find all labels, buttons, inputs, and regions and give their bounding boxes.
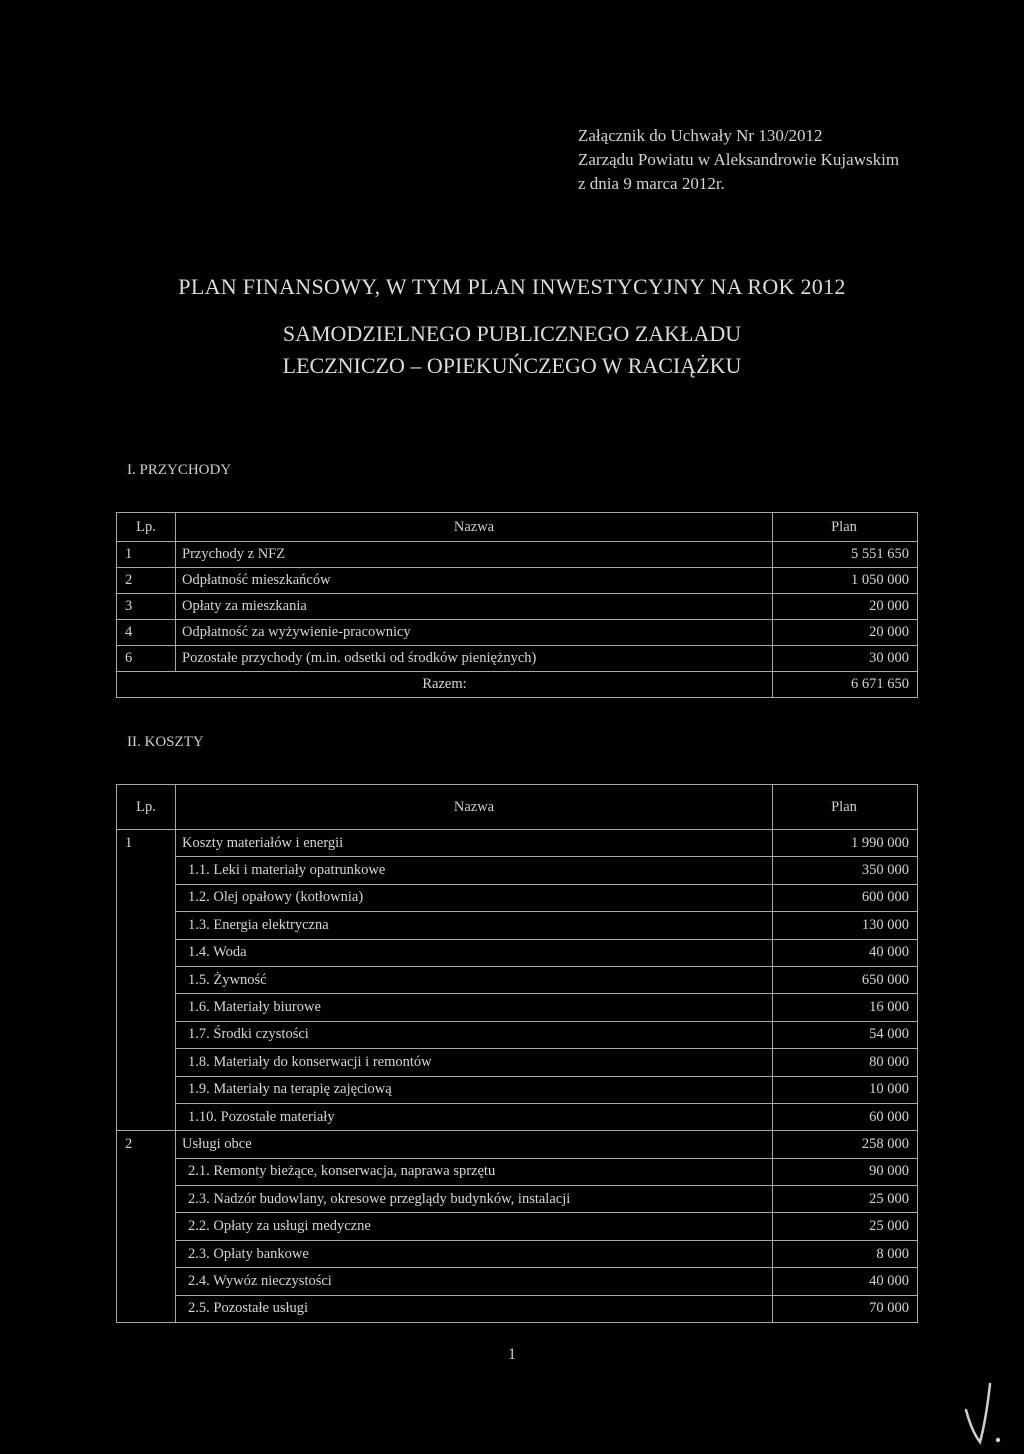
costs-row-lp — [117, 1049, 176, 1076]
signature-mark — [960, 1376, 1006, 1446]
costs-row — [117, 1240, 918, 1267]
revenues-section-title: I. PRZYCHODY — [127, 462, 232, 478]
revenues-body — [117, 542, 918, 672]
costs-row-plan: 40 000 — [773, 1268, 918, 1295]
subtitle-line2: LECZNICZO – OPIEKUŃCZEGO W RACIĄŻKU — [282, 353, 742, 378]
costs-row-name: 1.1. Leki i materiały opatrunkowe — [176, 857, 773, 884]
costs-row-lp — [117, 912, 176, 939]
revenues-header-plan: Plan — [773, 513, 918, 542]
costs-row-lp — [117, 857, 176, 884]
costs-row-name: 1.9. Materiały na terapię zajęciową — [176, 1076, 773, 1103]
costs-row — [117, 939, 918, 966]
costs-row — [117, 1131, 918, 1158]
costs-row — [117, 1268, 918, 1295]
document-title: PLAN FINANSOWY, W TYM PLAN INWESTYCYJNY NA ROK 2012 — [178, 274, 846, 299]
revenues-total-value: 6 671 650 — [773, 672, 918, 698]
costs-row-name: 1.3. Energia elektryczna — [176, 912, 773, 939]
costs-row-plan: 350 000 — [773, 857, 918, 884]
revenues-row-lp: 2 — [117, 568, 176, 594]
costs-row-name: 1.5. Żywność — [176, 966, 773, 993]
costs-row — [117, 966, 918, 993]
costs-row — [117, 1295, 918, 1322]
costs-row — [117, 1158, 918, 1185]
costs-row-name: 2.1. Remonty bieżące, konserwacja, naprawa sprzętu — [176, 1158, 773, 1185]
page-number: 1 — [508, 1346, 516, 1363]
costs-header-plan: Plan — [773, 785, 918, 830]
revenues-row-lp: 1 — [117, 542, 176, 568]
revenues-header-row — [117, 513, 918, 542]
revenues-row-name: Opłaty za mieszkania — [176, 594, 773, 620]
costs-row-name: 1.6. Materiały biurowe — [176, 994, 773, 1021]
costs-row-name: Koszty materiałów i energii — [176, 830, 773, 857]
revenues-row-name: Przychody z NFZ — [176, 542, 773, 568]
costs-row-plan: 130 000 — [773, 912, 918, 939]
costs-row-lp — [117, 1158, 176, 1185]
costs-row-plan: 650 000 — [773, 966, 918, 993]
revenues-row-plan: 20 000 — [773, 620, 918, 646]
costs-row-lp — [117, 1103, 176, 1130]
costs-row — [117, 994, 918, 1021]
costs-row-name: 1.2. Olej opałowy (kotłownia) — [176, 884, 773, 911]
costs-row-name: 2.2. Opłaty za usługi medyczne — [176, 1213, 773, 1240]
document-subtitle — [0, 318, 1024, 382]
costs-row-plan: 80 000 — [773, 1049, 918, 1076]
costs-row-lp — [117, 1213, 176, 1240]
costs-row-name: 2.3. Nadzór budowlany, okresowe przeglądy budynków, instalacji — [176, 1186, 773, 1213]
attachment-note-line1: Załącznik do Uchwały Nr 130/2012 — [578, 126, 823, 145]
revenues-row-name: Odpłatność za wyżywienie-pracownicy — [176, 620, 773, 646]
revenues-row-plan: 20 000 — [773, 594, 918, 620]
revenues-row-lp: 3 — [117, 594, 176, 620]
attachment-note-line2: Zarządu Powiatu w Aleksandrowie Kujawskim — [578, 150, 900, 169]
costs-row — [117, 830, 918, 857]
costs-row-name: 1.7. Środki czystości — [176, 1021, 773, 1048]
costs-row-lp — [117, 1186, 176, 1213]
revenues-header-lp: Lp. — [117, 513, 176, 542]
costs-row-name: Usługi obce — [176, 1131, 773, 1158]
costs-row-lp — [117, 884, 176, 911]
costs-row-lp — [117, 1021, 176, 1048]
revenues-total-label: Razem: — [117, 672, 773, 698]
costs-row — [117, 912, 918, 939]
revenues-row-plan: 5 551 650 — [773, 542, 918, 568]
costs-row — [117, 1103, 918, 1130]
costs-row-lp — [117, 1295, 176, 1322]
costs-row-plan: 40 000 — [773, 939, 918, 966]
costs-row — [117, 1186, 918, 1213]
costs-header-row — [117, 785, 918, 830]
costs-header-name: Nazwa — [176, 785, 773, 830]
costs-row-name: 1.10. Pozostałe materiały — [176, 1103, 773, 1130]
attachment-note — [578, 124, 899, 196]
costs-row-plan: 54 000 — [773, 1021, 918, 1048]
revenues-row — [117, 620, 918, 646]
costs-row-lp — [117, 966, 176, 993]
costs-row — [117, 1076, 918, 1103]
costs-row-plan: 8 000 — [773, 1240, 918, 1267]
costs-row — [117, 857, 918, 884]
revenues-row — [117, 568, 918, 594]
costs-row-lp — [117, 939, 176, 966]
revenues-total-row — [117, 672, 918, 698]
costs-row-lp — [117, 1268, 176, 1295]
revenues-row — [117, 646, 918, 672]
costs-row — [117, 1021, 918, 1048]
costs-row-plan: 90 000 — [773, 1158, 918, 1185]
costs-row-name: 2.5. Pozostałe usługi — [176, 1295, 773, 1322]
revenues-row — [117, 594, 918, 620]
costs-row-plan: 258 000 — [773, 1131, 918, 1158]
costs-section-title: II. KOSZTY — [127, 734, 204, 750]
costs-row-plan: 70 000 — [773, 1295, 918, 1322]
costs-row-name: 1.4. Woda — [176, 939, 773, 966]
costs-row-lp — [117, 994, 176, 1021]
revenues-row-lp: 4 — [117, 620, 176, 646]
costs-table — [116, 784, 918, 1323]
costs-row-name: 2.4. Wywóz nieczystości — [176, 1268, 773, 1295]
revenues-row — [117, 542, 918, 568]
costs-row-name: 2.3. Opłaty bankowe — [176, 1240, 773, 1267]
costs-row-lp — [117, 1076, 176, 1103]
costs-row — [117, 884, 918, 911]
costs-row-plan: 25 000 — [773, 1186, 918, 1213]
costs-header-lp: Lp. — [117, 785, 176, 830]
costs-row — [117, 1213, 918, 1240]
costs-row-plan: 25 000 — [773, 1213, 918, 1240]
costs-row-plan: 60 000 — [773, 1103, 918, 1130]
revenues-row-plan: 1 050 000 — [773, 568, 918, 594]
revenues-row-plan: 30 000 — [773, 646, 918, 672]
costs-row-name: 1.8. Materiały do konserwacji i remontów — [176, 1049, 773, 1076]
revenues-row-lp: 6 — [117, 646, 176, 672]
revenues-row-name: Pozostałe przychody (m.in. odsetki od środków pieniężnych) — [176, 646, 773, 672]
revenues-row-name: Odpłatność mieszkańców — [176, 568, 773, 594]
revenues-table — [116, 512, 918, 698]
revenues-header-name: Nazwa — [176, 513, 773, 542]
costs-row-lp: 2 — [117, 1131, 176, 1158]
costs-row — [117, 1049, 918, 1076]
costs-row-plan: 1 990 000 — [773, 830, 918, 857]
costs-row-plan: 600 000 — [773, 884, 918, 911]
costs-body — [117, 830, 918, 1323]
costs-row-plan: 10 000 — [773, 1076, 918, 1103]
subtitle-line1: SAMODZIELNEGO PUBLICZNEGO ZAKŁADU — [282, 321, 742, 346]
costs-row-plan: 16 000 — [773, 994, 918, 1021]
attachment-note-line3: z dnia 9 marca 2012r. — [578, 174, 725, 193]
costs-row-lp: 1 — [117, 830, 176, 857]
costs-row-lp — [117, 1240, 176, 1267]
